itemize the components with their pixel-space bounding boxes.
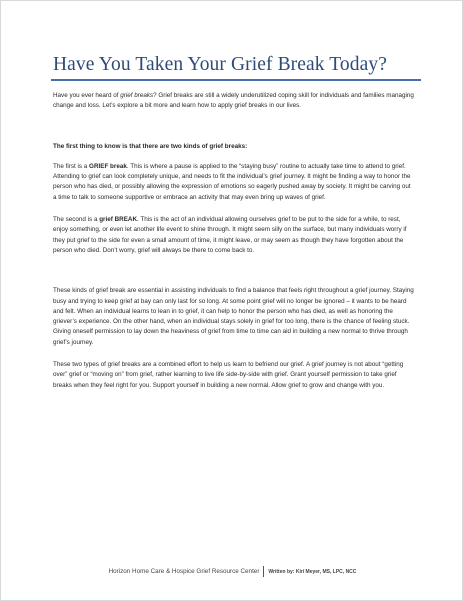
intro-emphasis: grief breaks [120,92,154,99]
footer-author: Written by: Kiri Meyer, MS, LPC, NCC [268,569,357,576]
title-underline [51,79,421,81]
second-kind-text-end: . This is the act of an individual allowing ourselves grief to be put to the side for a while, to rest, enjoy something, or even let another life event to shine through. It might seem silly on the surface, but many individuals worry if they put grief to the side for even a small amount of time, it might leave, or may seem as though they have forgotten about the person who died. Don’t worry, grief will always be there to come back to. [53,216,407,254]
page-footer [1,566,463,577]
footer-organization: Horizon Home Care & Hospice Grief Resource Center [108,568,260,576]
balance-paragraph: These kinds of grief break are essential in assisting individuals to find a balance that feels right throughout a grief journey. Staying busy and trying to keep grief at bay can only last for so long. At some point grief will no longer be ignored – it wants to be heard and felt. When an individual learns to lean in to grief, it can help to honor the person who has died, as well as honoring the griever’s experience. On the other hand, when an individual stays solely in grief for too long, there is the chance of feeling stuck. Giving oneself permission to lay down the heaviness of grief from time to time can aid in building a new normal to thrive through grief’s journey. [53,287,414,346]
closing-paragraph: These two types of grief breaks are a combined effort to help us learn to befriend our grief. A grief journey is not about “getting over” grief or “moving on” from grief, rather learning to live life side-by-side with grief. Grant yourself permission to take grief breaks when they feel right for you. Support yourself in building a new normal. Allow grief to grow and change with you. [53,361,404,389]
second-kind-term: grief BREAK [99,216,137,224]
first-kind-text-end: . This is where a pause is applied to the “staying busy” routine to actually take time to attend to grief. Attending to grief can look completely unique, and needs to fit the individual’s grief journey. It might be finding a way to honor the person who has died, or possibly allowing the expression of emotions so eagerly pushed away by society. It might be carving out a time to talk to someone supportive or embrace an activity that may even bring up waves of grief. [53,162,411,201]
first-kind-paragraph [53,162,415,203]
second-kind-paragraph [53,215,415,256]
second-kind-text-start: The second is a [53,216,100,224]
kinds-heading: The first thing to know is that there are two kinds of grief breaks: [53,142,248,150]
footer-divider [263,566,264,577]
intro-paragraph [53,91,415,112]
intro-text-end: ? Grief breaks are still a widely underutilized coping skill for individuals and families managing change and loss. Let’s explore a bit more and learn how to apply grief breaks in our lives. [53,92,414,110]
intro-text-start: Have you ever heard of [53,92,121,99]
first-kind-term: GRIEF break [89,162,127,170]
article-body [53,91,415,391]
first-kind-text-start: The first is a [53,162,90,170]
page-title: Have You Taken Your Grief Break Today? [53,54,387,75]
